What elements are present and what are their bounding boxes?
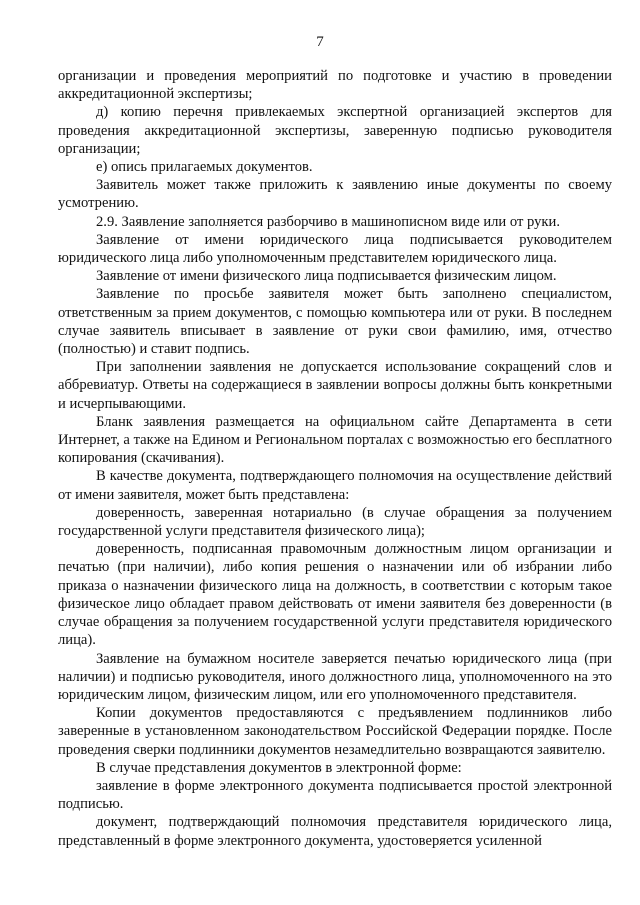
paragraph: документ, подтверждающий полномочия представителя юридического лица, представленный в форме электронного документа, удостоверяется усиленной — [58, 814, 612, 849]
page-number: 7 — [316, 34, 324, 50]
paragraph-continuation: организации и проведения мероприятий по подготовке и участию в проведении аккредитационной экспертизы; — [58, 68, 612, 103]
paragraph: заявление в форме электронного документа подписывается простой электронной подписью. — [58, 777, 612, 813]
paragraph: Бланк заявления размещается на официальном сайте Департамента в сети Интернет, а также на Едином и Региональном порталах с возможностью его бесплатного копирования (скачивания). — [58, 413, 612, 467]
paragraph-item-e: е) опись прилагаемых документов. — [96, 159, 313, 176]
paragraph: Заявление на бумажном носителе заверяется печатью юридического лица (при наличии) и подписью руководителя, иного должностного лица, уполномоченного на это юридическим лицом, физическим лицом, или его уполномоченного представителя. — [58, 650, 612, 703]
document-body — [58, 67, 612, 850]
paragraph: Заявление от имени юридического лица подписывается руководителем юридического лица либо уполномоченным представителем юридического лица. — [58, 231, 612, 267]
paragraph-item-d: д) копию перечня привлекаемых экспертной организацией экспертов для проведения аккредитационной экспертизы, заверенную подписью руководителя организации; — [58, 104, 612, 157]
paragraph: Заявитель может также приложить к заявлению иные документы по своему усмотрению. — [58, 177, 612, 212]
paragraph: При заполнении заявления не допускается использование сокращений слов и аббревиатур. Ответы на содержащиеся в заявлении вопросы должны быть конкретными и исчерпывающими. — [58, 359, 612, 412]
paragraph: доверенность, заверенная нотариально (в случае обращения за получением государственной услуги представителя физического лица); — [58, 504, 612, 540]
paragraph-section-2-9: 2.9. Заявление заполняется разборчиво в машинописном виде или от руки. — [96, 213, 560, 230]
paragraph: Заявление от имени физического лица подписывается физическим лицом. — [96, 268, 557, 285]
paragraph: В случае представления документов в электронной форме: — [96, 759, 462, 776]
paragraph: доверенность, подписанная правомочным должностным лицом организации и печатью (при наличии), либо копия решения о назначении или об избрании либо приказа о назначении физического лица на должность, в соответствии с которым такое физическое лицо обладает правом действовать от имени заявителя без доверенности (в случае обращения за получением государственной услуги представителя юридического лица). — [58, 541, 612, 649]
paragraph: В качестве документа, подтверждающего полномочия на осуществление действий от имени заявителя, может быть представлена: — [58, 468, 612, 503]
paragraph: Копии документов предоставляются с предъявлением подлинников либо заверенные в установленном законодательством Российской Федерации порядке. После проведения сверки подлинники документов незамедлительно возвращаются заявителю. — [58, 705, 612, 758]
paragraph: Заявление по просьбе заявителя может быть заполнено специалистом, ответственным за прием документов, с помощью компьютера или от руки. В последнем случае заявитель вписывает в заявление от руки свои фамилию, имя, отчество (полностью) и ставит подпись. — [58, 286, 612, 358]
